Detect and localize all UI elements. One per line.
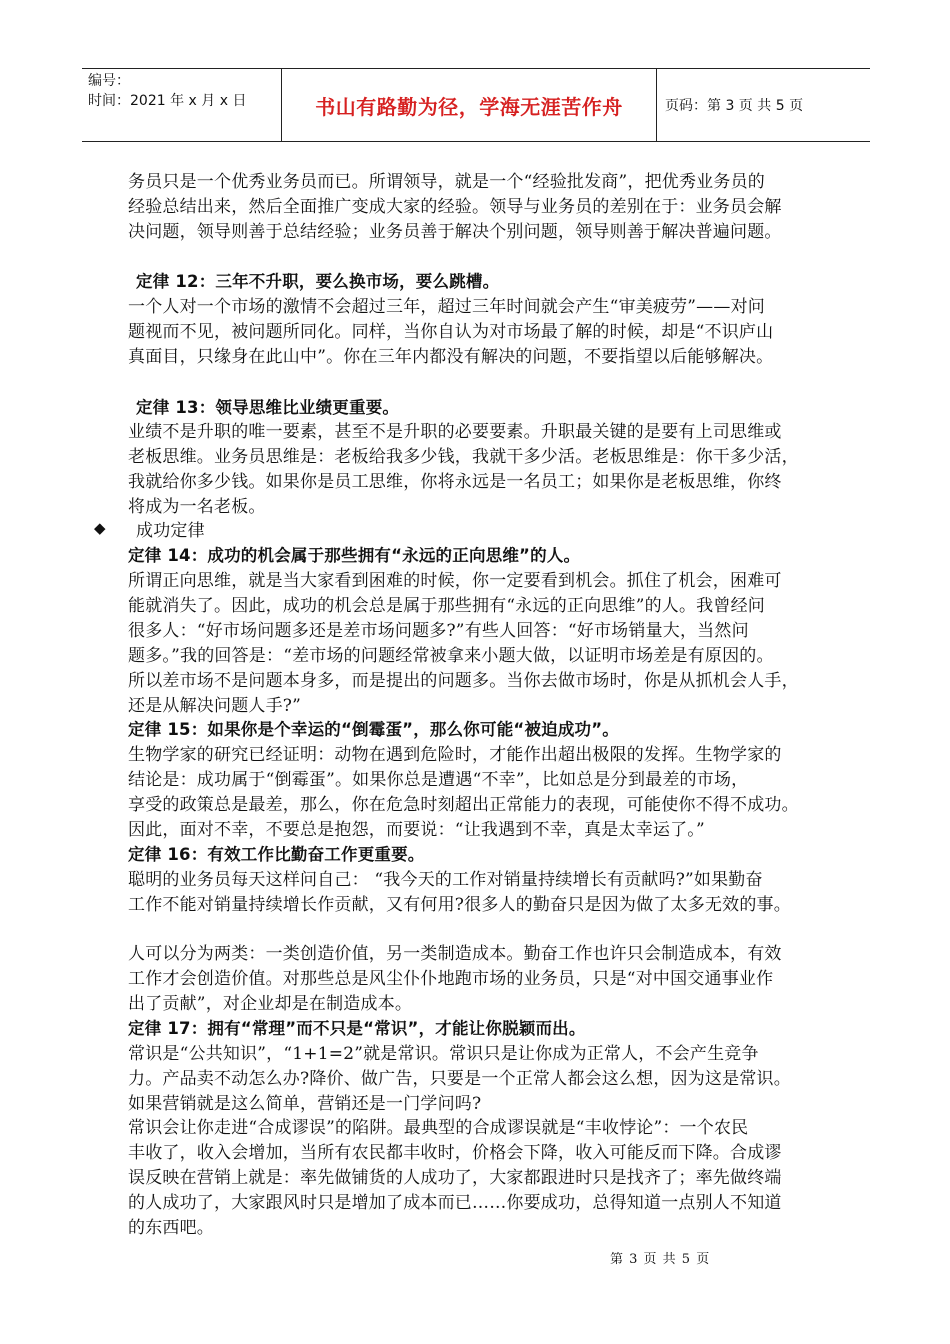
paragraph-line: 工作才会创造价值。对那些总是风尘仆仆地跑市场的业务员，只是“对中国交通事业作 <box>128 969 774 989</box>
paragraph-line: 题多。”我的回答是：“差市场的问题经常被拿来小题大做，以证明市场差是有原因的。 <box>128 646 774 666</box>
paragraph-line: 的人成功了，大家跟风时只是增加了成本而已……你要成功，总得知道一点别人不知道 <box>128 1193 782 1213</box>
document-date: 时间：2021 年 x 月 x 日 <box>88 93 247 109</box>
page-footer: 第 3 页 共 5 页 <box>610 1252 711 1267</box>
paragraph-line: 常识是“公共知识”，“1+1=2”就是常识。常识只是让你成为正常人，不会产生竞争 <box>128 1044 759 1064</box>
paragraph-line: 所谓正向思维，就是当大家看到困难的时候，你一定要看到机会。抓住了机会，困难可 <box>128 571 782 591</box>
paragraph-line: 能就消失了。因此，成功的机会总是属于那些拥有“永远的正向思维”的人。我曾经问 <box>128 596 765 616</box>
paragraph-line: 生物学家的研究已经证明：动物在遇到危险时，才能作出超出极限的发挥。生物学家的 <box>128 745 782 765</box>
law-heading: 定律 15：如果你是个幸运的“倒霉蛋”，那么你可能“被迫成功”。 <box>128 720 619 739</box>
paragraph-line: 业绩不是升职的唯一要素，甚至不是升职的必要要素。升职最关键的是要有上司思维或 <box>128 422 782 442</box>
law-heading: 定律 17：拥有“常理”而不只是“常识”，才能让你脱颖而出。 <box>128 1019 586 1038</box>
paragraph-line: 一个人对一个市场的激情不会超过三年，超过三年时间就会产生“审美疲劳”——对问 <box>128 297 765 317</box>
diamond-bullet-icon: ◆ <box>94 519 106 537</box>
document-number-label: 编号： <box>88 73 130 89</box>
paragraph-line: 还是从解决问题人手?” <box>128 696 302 716</box>
paragraph-line: 误反映在营销上就是：率先做铺货的人成功了，大家都跟进时只是找齐了；率先做终端 <box>128 1168 782 1188</box>
paragraph-line: 如果营销就是这么简单，营销还是一门学问吗? <box>128 1094 482 1114</box>
paragraph-line: 工作不能对销量持续增长作贡献，又有何用?很多人的勤奋只是因为做了太多无效的事。 <box>128 895 791 915</box>
paragraph-line: 将成为一名老板。 <box>128 497 266 517</box>
paragraph-line: 力。产品卖不动怎么办?降价、做广告，只要是一个正常人都会这么想，因为这是常识。 <box>128 1069 791 1089</box>
header-meta <box>82 69 282 141</box>
paragraph-line: 真面目，只缘身在此山中”。你在三年内都没有解决的问题，不要指望以后能够解决。 <box>128 347 774 367</box>
paragraph-line: 享受的政策总是最差，那么，你在危急时刻超出正常能力的表现，可能使你不得不成功。 <box>128 795 799 815</box>
paragraph-line: 丰收了，收入会增加，当所有农民都丰收时，价格会下降，收入可能反而下降。合成谬 <box>128 1143 782 1163</box>
paragraph-line: 常识会让你走进“合成谬误”的陷阱。最典型的合成谬误就是“丰收悖论”：一个农民 <box>128 1118 749 1138</box>
law-heading: 定律 13：领导思维比业绩更重要。 <box>136 398 400 417</box>
paragraph-line: 老板思维。业务员思维是：老板给我多少钱，我就干多少活。老板思维是：你干多少活， <box>128 447 799 467</box>
header-motto: 书山有路勤为径，学海无涯苦作舟 <box>282 69 657 141</box>
section-title: 成功定律 <box>136 521 205 541</box>
paragraph-line: 决问题，领导则善于总结经验；业务员善于解决个别问题，领导则善于解决普遍问题。 <box>128 222 782 242</box>
law-heading: 定律 12：三年不升职，要么换市场，要么跳槽。 <box>136 272 500 291</box>
paragraph-line: 很多人：“好市场问题多还是差市场问题多?”有些人回答：“好市场销量大，当然问 <box>128 621 749 641</box>
paragraph-line: 的东西吧。 <box>128 1218 214 1238</box>
paragraph-line: 所以差市场不是问题本身多，而是提出的问题多。当你去做市场时，你是从抓机会人手， <box>128 671 799 691</box>
paragraph-line: 经验总结出来，然后全面推广变成大家的经验。领导与业务员的差别在于：业务员会解 <box>128 197 782 217</box>
law-heading: 定律 16：有效工作比勤奋工作更重要。 <box>128 845 425 864</box>
paragraph-line: 出了贡献”，对企业却是在制造成本。 <box>128 994 413 1014</box>
header-page-info: 页码：第 3 页 共 5 页 <box>665 98 804 114</box>
paragraph-line: 我就给你多少钱。如果你是员工思维，你将永远是一名员工；如果你是老板思维，你终 <box>128 472 782 492</box>
paragraph-line: 聪明的业务员每天这样问自己： “我今天的工作对销量持续增长有贡献吗?”如果勤奋 <box>128 870 763 890</box>
law-heading: 定律 14：成功的机会属于那些拥有“永远的正向思维”的人。 <box>128 546 581 565</box>
paragraph-line: 题视而不见，被问题所同化。同样，当你自认为对市场最了解的时候，却是“不识庐山 <box>128 322 774 342</box>
paragraph-line: 务员只是一个优秀业务员而已。所谓领导，就是一个“经验批发商”，把优秀业务员的 <box>128 172 765 192</box>
paragraph-line: 结论是：成功属于“倒霉蛋”。如果你总是遭遇“不幸”，比如总是分到最差的市场， <box>128 770 749 790</box>
page-header <box>82 68 870 142</box>
paragraph-line: 因此，面对不幸，不要总是抱怨，而要说：“让我遇到不幸，真是太幸运了。” <box>128 820 705 840</box>
paragraph-line: 人可以分为两类：一类创造价值，另一类制造成本。勤奋工作也许只会制造成本，有效 <box>128 944 782 964</box>
